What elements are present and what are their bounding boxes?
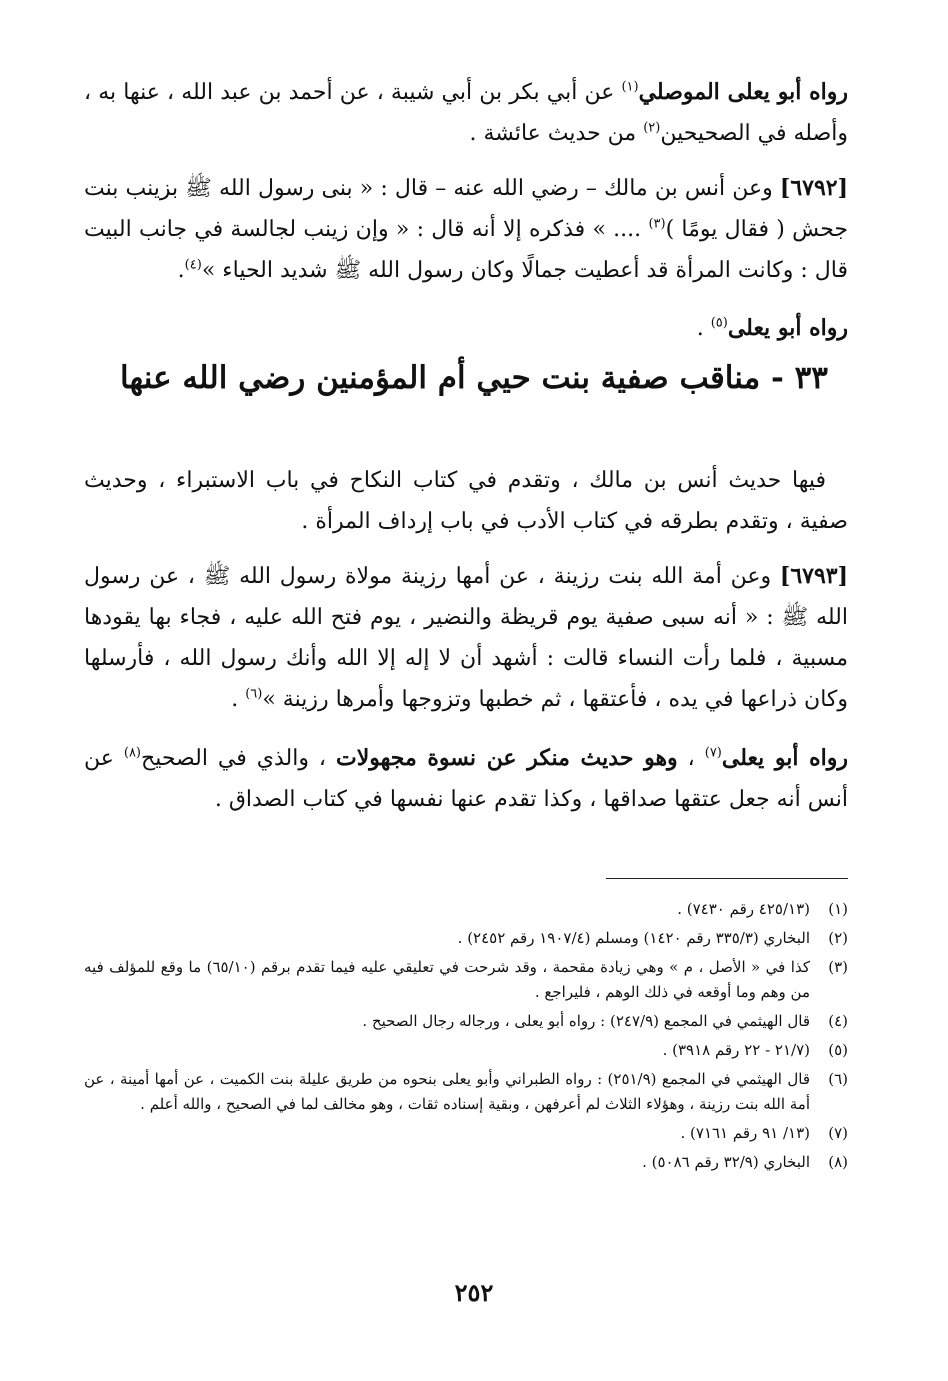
footnote-item (84, 897, 848, 922)
footnote-divider (606, 878, 848, 879)
footnote-item (84, 1009, 848, 1034)
footnote-number: (١) (828, 900, 848, 918)
paragraph-text (84, 738, 848, 820)
hadith-text-end: . (231, 687, 246, 712)
narrator-lead: رواه أبو يعلى الموصلي (638, 79, 848, 105)
footnote-number: (٦) (828, 1070, 848, 1088)
footnote-text: قال الهيثمي في المجمع (٢٤٧/٩) : رواه أبو يعلى ، ورجاله رجال الصحيح . (362, 1012, 810, 1030)
footnotes (84, 897, 848, 1175)
footnote-text: البخاري (٣٢/٩ رقم ٥٠٨٦) . (642, 1153, 810, 1171)
footnote-number: (٤) (828, 1012, 848, 1030)
footnote-ref-5[interactable]: (٥) (710, 315, 728, 331)
paragraph-text (84, 72, 848, 154)
footnote-item (84, 1067, 848, 1117)
footnote-text: البخاري (٣٣٥/٣ رقم ١٤٢٠) ومسلم (١٩٠٧/٤ رقم ٢٤٥٢) . (457, 929, 810, 947)
paragraph-body-end: من حديث عائشة . (469, 121, 644, 146)
footnote-item (84, 1150, 848, 1175)
footnote-number: (٨) (828, 1153, 848, 1171)
paragraph-riwayat-mawsili (84, 72, 848, 154)
footnote-item (84, 926, 848, 951)
footnote-number: (٣) (828, 958, 848, 976)
footnote-text: (٤٢٥/١٣ رقم ٧٤٣٠) . (677, 900, 810, 918)
footnote-text: كذا في « الأصل ، م » وهي زيادة مقحمة ، وقد شرحت في تعليقي عليه فيما تقدم برقم (٦٥/١٠) ما وقع للمؤلف فيه من وهم وما أوقعه في ذلك الوهم ، فليراجع . (84, 958, 810, 1001)
footnote-text: (١٣/ ٩١ رقم ٧١٦١) . (680, 1124, 810, 1142)
footnote-item (84, 1038, 848, 1063)
hadith-text: وعن أمة الله بنت رزينة ، عن أمها رزينة مولاة رسول الله ﷺ ، عن رسول الله ﷺ : « أنه سبى صفية يوم قريظة والنضير ، يوم فتح الله عليه ، فجاء بها يقودها مسبية ، فلما رأت النساء قالت : أشهد أن لا إله إلا الله وأنك رسول الله ، فأرسلها وكان ذراعها في يده ، فأعتقها ، ثم خطبها وتزوجها وأمرها رزينة » (84, 564, 848, 712)
page-number: ٢٥٢ (454, 1278, 494, 1307)
footnote-item (84, 955, 848, 1005)
hadith-6793 (84, 556, 848, 720)
narrator-lead: رواه أبو يعلى (721, 745, 849, 771)
paragraph-body: ، (677, 746, 705, 771)
paragraph-body-end: عن أنس أنه جعل عتقها صداقها ، وكذا تقدم عنها نفسها في كتاب الصداق . (84, 746, 848, 812)
paragraph-riwayat-abu-yala (84, 308, 848, 349)
hadith-6792 (84, 168, 848, 291)
footnote-ref-6[interactable]: (٦) (245, 686, 263, 702)
footnote-ref-1[interactable]: (١) (621, 79, 639, 95)
footnote-ref-4[interactable]: (٤) (184, 257, 202, 273)
footnote-text: (٢١/٧ - ٢٢ رقم ٣٩١٨) . (662, 1041, 810, 1059)
hadith-text-end: . (177, 258, 185, 283)
paragraph-text: فيها حديث أنس بن مالك ، وتقدم في كتاب النكاح في باب الاستبراء ، وحديث صفية ، وتقدم بطرقه في كتاب الأدب في باب إرداف المرأة . (84, 468, 848, 534)
chapter-intro (84, 460, 848, 542)
grading-bold: وهو حديث منكر عن نسوة مجهولات (336, 745, 678, 771)
chapter-heading: ٣٣ - مناقب صفية بنت حيي أم المؤمنين رضي الله عنها (120, 360, 828, 396)
hadith-text-cont: .... » فذكره إلا أنه قال : « وإن زينب لجالسة في جانب البيت قال : وكانت المرأة قد أعطيت جمالًا وكان رسول الله ﷺ شديد الحياء » (84, 217, 848, 283)
footnote-number: (٢) (828, 929, 848, 947)
paragraph-text (84, 168, 848, 291)
paragraph-text (84, 556, 848, 720)
footnote-ref-8[interactable]: (٨) (123, 745, 141, 761)
hadith-text: وعن أنس بن مالك – رضي الله عنه – قال : « بنى رسول الله ﷺ بزينب بنت جحش ( فقال يومًا ) (84, 176, 848, 242)
footnote-ref-7[interactable]: (٧) (704, 745, 722, 761)
footnote-item (84, 1121, 848, 1146)
footnote-number: (٧) (828, 1124, 848, 1142)
footnote-text: قال الهيثمي في المجمع (٢٥١/٩) : رواه الطبراني وأبو يعلى بنحوه من طريق عليلة بنت الكميت ، عن أمها أمينة ، عن أمة الله بنت رزينة ، وهؤلاء الثلاث لم أعرفهن ، وبقية إسناده ثقات ، وهو مخالف لما في الصحيح ، والله أعلم . (84, 1070, 810, 1113)
hadith-number: [٦٧٩٢] (779, 175, 848, 201)
paragraph-text (84, 308, 848, 349)
footnote-ref-2[interactable]: (٢) (643, 120, 661, 136)
footnote-ref-3[interactable]: (٣) (648, 216, 666, 232)
paragraph-grading (84, 738, 848, 820)
hadith-number: [٦٧٩٣] (779, 563, 848, 589)
narrator-lead: رواه أبو يعلى (727, 315, 848, 341)
paragraph-body-cont: ، والذي في الصحيح (141, 746, 337, 771)
paragraph-body: عن أبي بكر بن أبي شيبة ، عن أحمد بن عبد الله ، عنها به ، وأصله في الصحيحين (84, 80, 848, 146)
footnote-number: (٥) (828, 1041, 848, 1059)
paragraph-body: . (696, 316, 711, 341)
